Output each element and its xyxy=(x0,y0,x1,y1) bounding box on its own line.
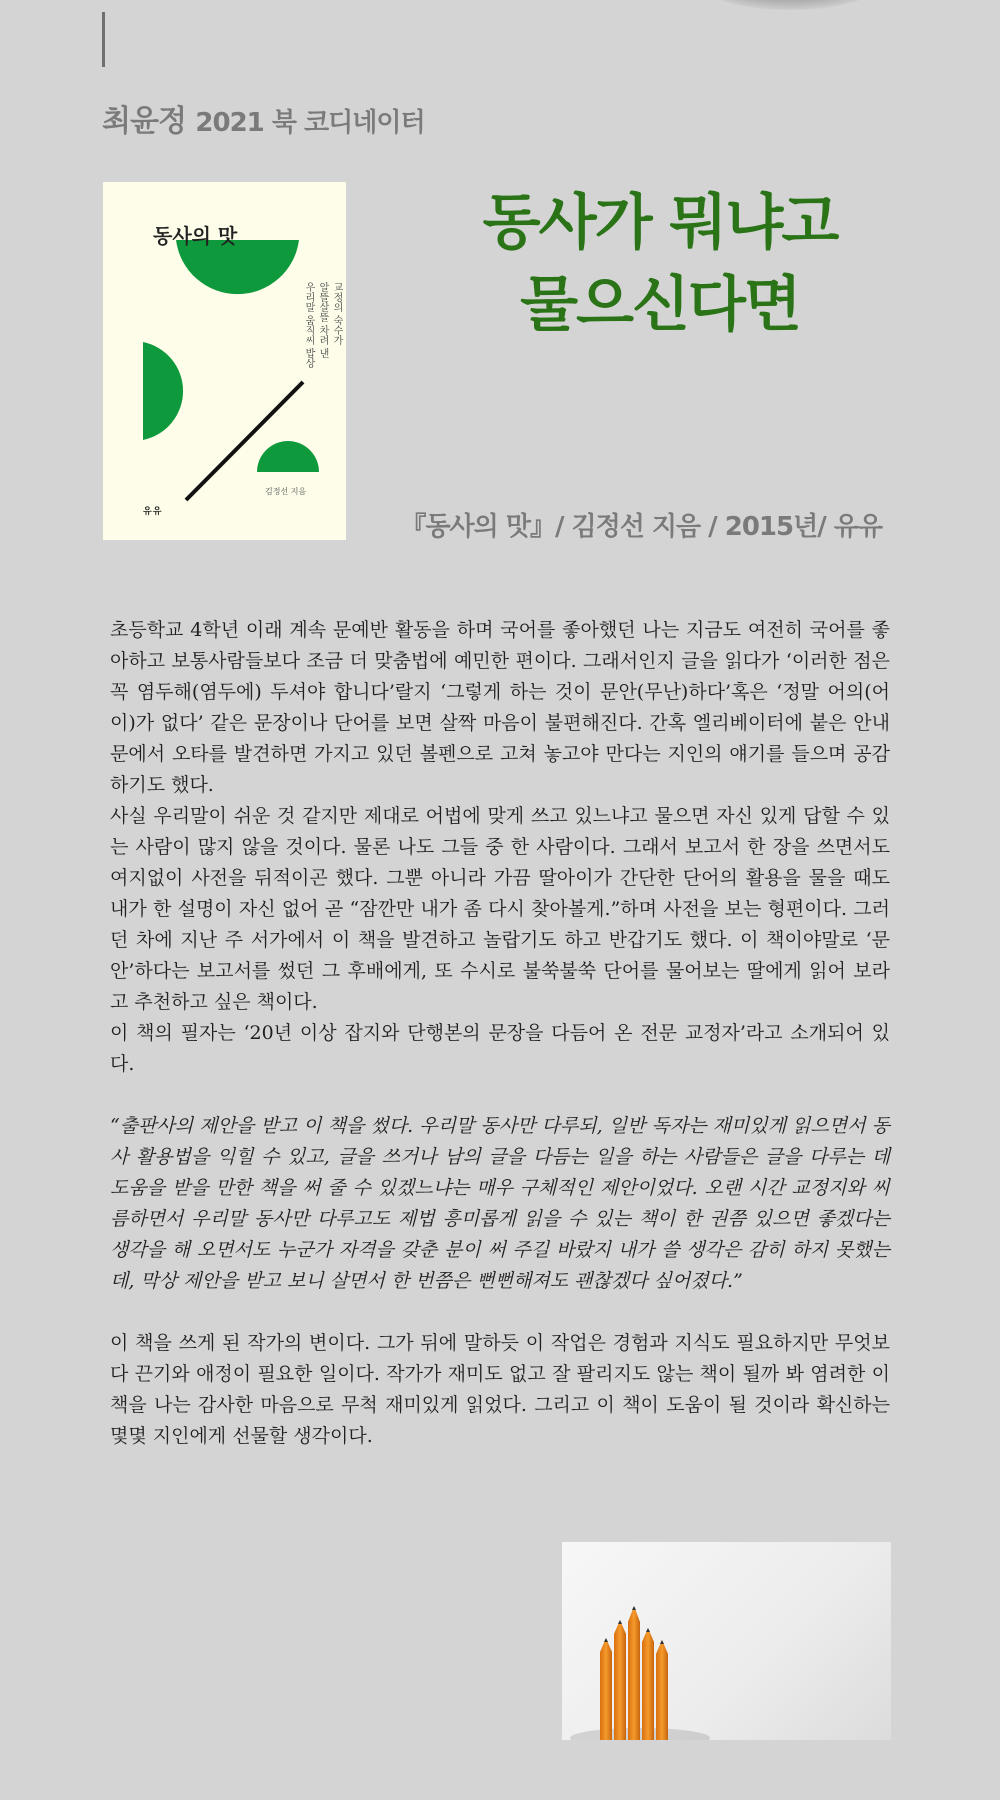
cover-subtitle-line: 알뜰살뜰 차려 낸 xyxy=(317,282,328,359)
cover-author-credit: 김정선 지음 xyxy=(265,487,307,496)
paragraph: 초등학교 4학년 이래 계속 문예반 활동을 하며 국어를 좋아했던 나는 지금도 여전히 국어를 좋아하고 보통사람들보다 조금 더 맞춤법에 예민한 편이다. 그래서인지 글을 읽다가 ‘이러한 점은 꼭 염두해(염두에) 두셔야 합니다’랄지 ‘그렇게 하는 것이 문안(무난)하다’혹은 ‘정말 어의(어이)가 없다’ 같은 문장이나 단어를 보면 살짝 마음이 불편해진다. 간혹 엘리베이터에 붙은 안내문에서 오타를 발견하면 가지고 있던 볼펜으로 고쳐 놓고야 만다는 지인의 얘기를 들으며 공감하기도 했다. xyxy=(110,619,890,796)
author-quote: “출판사의 제안을 받고 이 책을 썼다. 우리말 동사만 다루되, 일반 독자는 재미있게 읽으면서 동사 활용법을 익힐 수 있고, 글을 쓰거나 남의 글을 다듬는 일을 하는 사람들은 글을 다루는 데 도움을 받을 만한 책을 써 줄 수 있겠느냐는 매우 구체적인 제안이었다. 오랜 시간 교정지와 씨름하면서 우리말 동사만 다루고도 제법 흥미롭게 읽을 수 있는 책이 한 권쯤 있으면 좋겠다는 생각을 해 오면서도 누군가 자격을 갖춘 분이 써 주길 바랐지 내가 쓸 생각은 감히 하지 못했는데, 막상 제안을 받고 보니 살면서 한 번쯤은 뻔뻔해져도 괜찮겠다 싶어졌다.” xyxy=(110,1115,890,1292)
pencils-photo xyxy=(562,1542,891,1740)
cover-shape-bottom-half-circle xyxy=(257,441,319,472)
decorative-shadow xyxy=(690,0,890,10)
page-title-line: 물으신다면 xyxy=(520,270,800,340)
author-name: 최윤정 xyxy=(102,104,186,139)
paragraph: 이 책을 쓰게 된 작가의 변이다. 그가 뒤에 말하듯 이 작업은 경험과 지식도 필요하지만 무엇보다 끈기와 애정이 필요한 일이다. 작가가 재미도 없고 잘 팔리지도 않는 책이 될까 봐 염려한 이 책을 나는 감사한 마음으로 무척 재미있게 읽었다. 그리고 이 책이 도움이 될 것이라 확신하는 몇몇 지인에게 선물할 생각이다. xyxy=(110,1332,890,1447)
page-title xyxy=(400,182,920,346)
cover-diagonal-line xyxy=(186,382,303,500)
publisher-logo: 유유 xyxy=(143,507,163,517)
author-role: 2021 북 코디네이터 xyxy=(195,108,425,138)
author-line xyxy=(102,96,425,140)
cover-title: 동사의 맛 xyxy=(153,224,238,248)
paragraph: 사실 우리말이 쉬운 것 같지만 제대로 어법에 맞게 쓰고 있느냐고 물으면 자신 있게 답할 수 있는 사람이 많지 않을 것이다. 물론 나도 그들 중 한 사람이다. 그래서 보고서 한 장을 쓰면서도 여지없이 사전을 뒤적이곤 했다. 그뿐 아니라 가끔 딸아이가 간단한 단어의 활용을 물을 때도 내가 한 설명이 자신 없어 곧 “잠깐만 내가 좀 다시 찾아볼게.”하며 사전을 보는 형편이다. 그러던 차에 지난 주 서가에서 이 책을 발견하고 놀랍기도 하고 반갑기도 했다. 이 책이야말로 ‘문안’하다는 보고서를 썼던 그 후배에게, 또 수시로 불쑥불쑥 단어를 물어보는 딸에게 읽어 보라고 추천하고 싶은 책이다. xyxy=(110,805,890,1013)
book-info: 『동사의 맛』/ 김정선 지음 / 2015년/ 유유 xyxy=(400,512,882,542)
accent-divider xyxy=(102,12,105,67)
pencil-group xyxy=(600,1606,668,1740)
cover-shape-left-half-circle xyxy=(143,342,183,440)
book-cover-image xyxy=(103,182,346,540)
cover-subtitle-line: 우리말 움직씨 밥상 xyxy=(303,282,314,369)
cover-subtitle-line: 교정의 숙수가 xyxy=(331,282,342,346)
cover-subtitle xyxy=(301,282,343,422)
paragraph: 이 책의 필자는 ‘20년 이상 잡지와 단행본의 문장을 다듬어 온 전문 교정자’라고 소개되어 있다. xyxy=(110,1022,890,1075)
article-body xyxy=(110,615,890,1452)
page-title-line: 동사가 뭐냐고 xyxy=(482,188,838,258)
pencils-icon xyxy=(562,1542,891,1740)
